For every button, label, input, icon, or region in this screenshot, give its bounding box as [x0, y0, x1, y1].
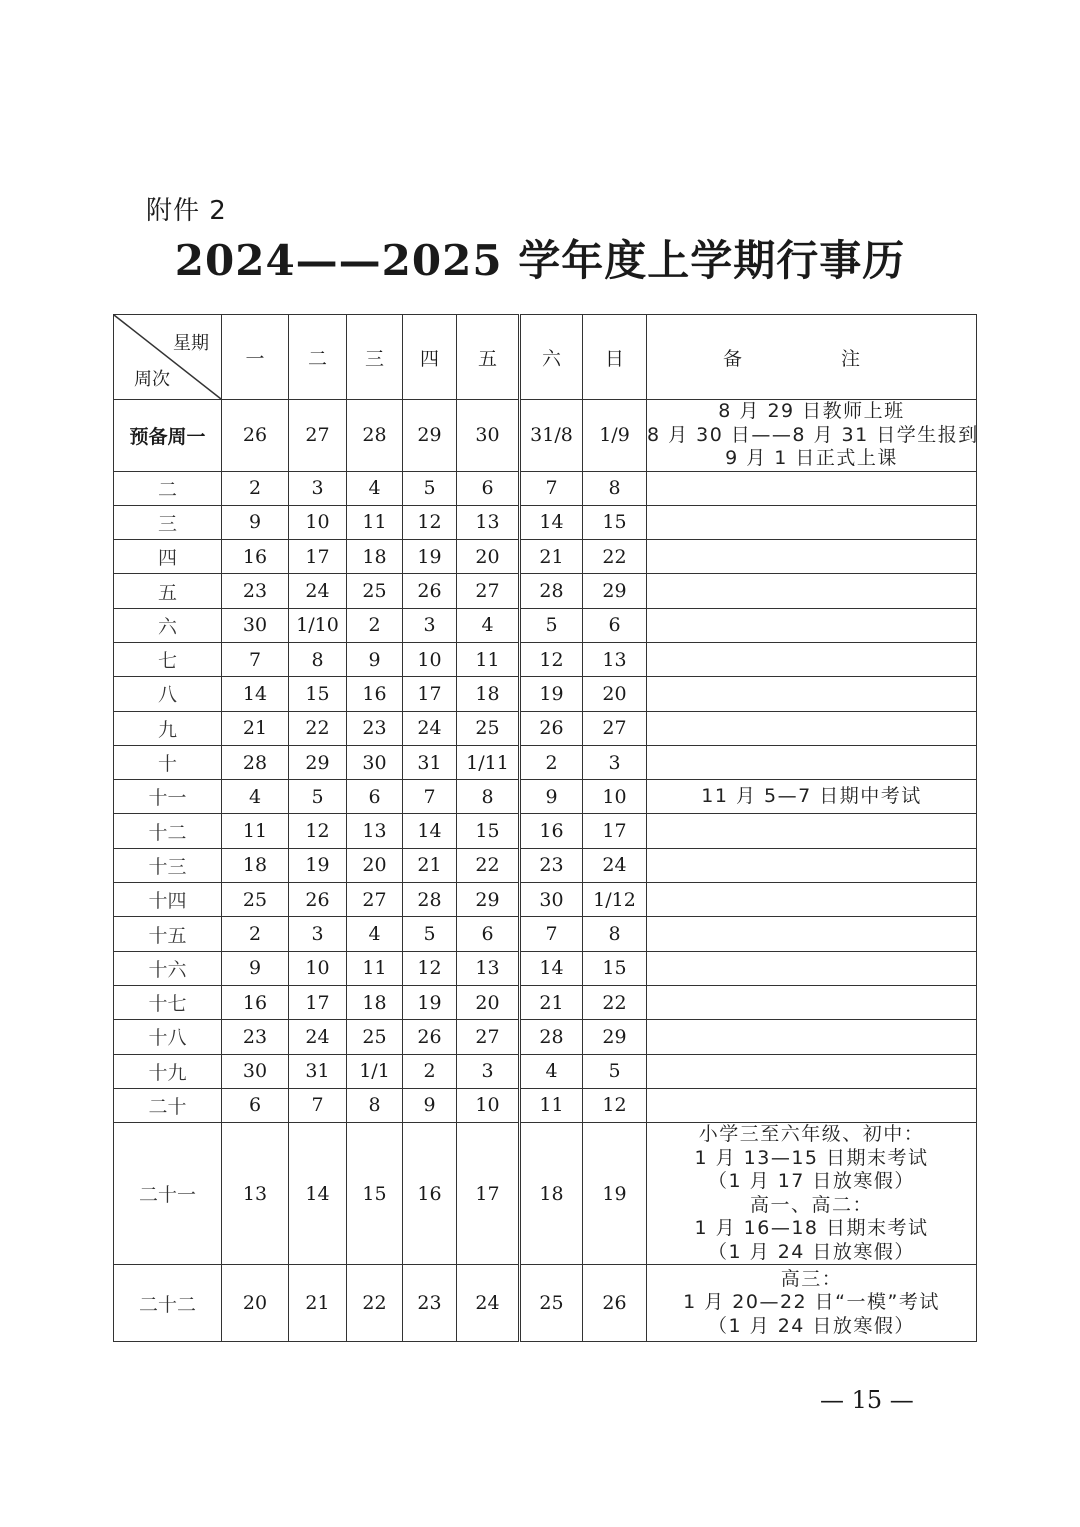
date-cell: 7 — [520, 471, 583, 505]
remarks-header: 备 注 — [647, 315, 977, 400]
date-cell: 15 — [583, 505, 647, 539]
date-cell: 2 — [403, 1054, 457, 1088]
date-cell: 8 — [289, 642, 347, 676]
date-cell: 29 — [583, 574, 647, 608]
date-cell: 24 — [403, 711, 457, 745]
date-cell: 22 — [289, 711, 347, 745]
date-cell: 17 — [583, 814, 647, 848]
date-cell: 22 — [583, 985, 647, 1019]
date-cell: 25 — [347, 574, 403, 608]
date-cell: 7 — [222, 642, 289, 676]
date-cell: 21 — [520, 985, 583, 1019]
table-row — [114, 574, 977, 608]
date-cell: 1/9 — [583, 400, 647, 472]
table-row — [114, 1088, 977, 1122]
week-label: 十六 — [114, 951, 222, 985]
remark-line: （1 月 17 日放寒假） — [708, 1170, 915, 1193]
week-label: 五 — [114, 574, 222, 608]
date-cell: 23 — [347, 711, 403, 745]
date-cell: 25 — [347, 1020, 403, 1054]
table-row — [114, 1020, 977, 1054]
date-cell: 9 — [520, 780, 583, 814]
remarks-cell — [647, 540, 977, 574]
date-cell: 16 — [520, 814, 583, 848]
date-cell: 5 — [289, 780, 347, 814]
date-cell: 5 — [520, 608, 583, 642]
date-cell: 5 — [403, 917, 457, 951]
date-cell: 4 — [520, 1054, 583, 1088]
table-row — [114, 745, 977, 779]
date-cell: 13 — [457, 951, 520, 985]
date-cell: 23 — [222, 574, 289, 608]
date-cell: 27 — [583, 711, 647, 745]
table-row — [114, 1123, 977, 1265]
date-cell: 8 — [583, 471, 647, 505]
date-cell: 6 — [222, 1088, 289, 1122]
week-label: 八 — [114, 677, 222, 711]
table-row — [114, 883, 977, 917]
date-cell: 21 — [222, 711, 289, 745]
date-cell: 1/1 — [347, 1054, 403, 1088]
date-cell: 22 — [583, 540, 647, 574]
remark-line: 高一、高二： — [749, 1193, 873, 1216]
remarks-cell — [647, 471, 977, 505]
date-cell: 20 — [457, 985, 520, 1019]
week-label: 十四 — [114, 883, 222, 917]
week-label: 十八 — [114, 1020, 222, 1054]
week-label: 十 — [114, 745, 222, 779]
date-cell: 29 — [457, 883, 520, 917]
table-row — [114, 1265, 977, 1342]
week-label: 二 — [114, 471, 222, 505]
week-label: 十九 — [114, 1054, 222, 1088]
date-cell: 20 — [457, 540, 520, 574]
date-cell: 20 — [583, 677, 647, 711]
remarks-cell — [647, 745, 977, 779]
date-cell: 26 — [289, 883, 347, 917]
date-cell: 19 — [403, 985, 457, 1019]
date-cell: 26 — [583, 1265, 647, 1342]
date-cell: 31 — [289, 1054, 347, 1088]
date-cell: 9 — [403, 1088, 457, 1122]
date-cell: 11 — [222, 814, 289, 848]
date-cell: 24 — [289, 574, 347, 608]
date-cell: 6 — [583, 608, 647, 642]
table-row — [114, 711, 977, 745]
weekday-header-thu: 四 — [403, 315, 457, 400]
remarks-cell — [647, 574, 977, 608]
date-cell: 11 — [457, 642, 520, 676]
remark-line: 高三： — [780, 1267, 843, 1290]
date-cell: 23 — [520, 848, 583, 882]
date-cell: 28 — [222, 745, 289, 779]
date-cell: 15 — [347, 1123, 403, 1265]
date-cell: 10 — [403, 642, 457, 676]
date-cell: 27 — [347, 883, 403, 917]
week-label: 预备周一 — [114, 400, 222, 472]
date-cell: 30 — [347, 745, 403, 779]
date-cell: 13 — [222, 1123, 289, 1265]
weekday-header-mon: 一 — [222, 315, 289, 400]
date-cell: 17 — [457, 1123, 520, 1265]
date-cell: 10 — [583, 780, 647, 814]
week-corner-label: 周次 — [134, 369, 170, 390]
date-cell: 23 — [222, 1020, 289, 1054]
date-cell: 3 — [457, 1054, 520, 1088]
remark-line: 9 月 1 日正式上课 — [725, 447, 898, 469]
weekday-header-sun: 日 — [583, 315, 647, 400]
date-cell: 30 — [520, 883, 583, 917]
date-cell: 28 — [520, 1020, 583, 1054]
remarks-cell — [647, 608, 977, 642]
date-cell: 24 — [457, 1265, 520, 1342]
date-cell: 20 — [347, 848, 403, 882]
weekday-header-sat: 六 — [520, 315, 583, 400]
weekday-header-fri: 五 — [457, 315, 520, 400]
date-cell: 2 — [520, 745, 583, 779]
week-label: 二十 — [114, 1088, 222, 1122]
date-cell: 2 — [222, 917, 289, 951]
date-cell: 21 — [520, 540, 583, 574]
date-cell: 12 — [289, 814, 347, 848]
date-cell: 4 — [347, 471, 403, 505]
week-label: 九 — [114, 711, 222, 745]
date-cell: 18 — [457, 677, 520, 711]
date-cell: 24 — [289, 1020, 347, 1054]
table-row — [114, 780, 977, 814]
table-row — [114, 608, 977, 642]
date-cell: 17 — [403, 677, 457, 711]
table-row — [114, 505, 977, 539]
date-cell: 25 — [520, 1265, 583, 1342]
remarks-cell — [647, 642, 977, 676]
remarks-cell — [647, 951, 977, 985]
date-cell: 15 — [289, 677, 347, 711]
weekday-header-tue: 二 — [289, 315, 347, 400]
date-cell: 13 — [347, 814, 403, 848]
date-cell: 27 — [457, 1020, 520, 1054]
week-label: 十五 — [114, 917, 222, 951]
remarks-cell — [647, 780, 977, 814]
week-label: 十二 — [114, 814, 222, 848]
date-cell: 2 — [222, 471, 289, 505]
date-cell: 24 — [583, 848, 647, 882]
table-row — [114, 471, 977, 505]
date-cell: 23 — [403, 1265, 457, 1342]
remark-line: 11 月 5—7 日期中考试 — [701, 785, 922, 808]
remarks-cell — [647, 814, 977, 848]
page-number: — 15 — — [820, 1386, 914, 1414]
remarks-cell — [647, 400, 977, 472]
table-row — [114, 400, 977, 472]
remarks-cell — [647, 917, 977, 951]
date-cell: 1/11 — [457, 745, 520, 779]
remarks-cell — [647, 677, 977, 711]
date-cell: 16 — [222, 540, 289, 574]
date-cell: 29 — [289, 745, 347, 779]
date-cell: 4 — [457, 608, 520, 642]
date-cell: 6 — [457, 471, 520, 505]
remarks-cell — [647, 1054, 977, 1088]
date-cell: 3 — [583, 745, 647, 779]
week-label: 十三 — [114, 848, 222, 882]
date-cell: 8 — [347, 1088, 403, 1122]
remark-line: 8 月 29 日教师上班 — [718, 400, 905, 422]
date-cell: 14 — [289, 1123, 347, 1265]
table-row — [114, 642, 977, 676]
date-cell: 3 — [289, 917, 347, 951]
remarks-cell — [647, 1265, 977, 1342]
date-cell: 31/8 — [520, 400, 583, 472]
week-label: 七 — [114, 642, 222, 676]
date-cell: 27 — [457, 574, 520, 608]
date-cell: 19 — [520, 677, 583, 711]
week-label: 十七 — [114, 985, 222, 1019]
date-cell: 12 — [583, 1088, 647, 1122]
table-row — [114, 848, 977, 882]
date-cell: 9 — [347, 642, 403, 676]
date-cell: 13 — [457, 505, 520, 539]
date-cell: 11 — [347, 505, 403, 539]
date-cell: 18 — [222, 848, 289, 882]
remark-line: 1 月 20—22 日“一模”考试 — [683, 1291, 940, 1314]
date-cell: 15 — [457, 814, 520, 848]
date-cell: 4 — [222, 780, 289, 814]
remark-line: 1 月 16—18 日期末考试 — [694, 1217, 929, 1240]
date-cell: 10 — [457, 1088, 520, 1122]
date-cell: 9 — [222, 951, 289, 985]
date-cell: 18 — [347, 540, 403, 574]
date-cell: 30 — [222, 608, 289, 642]
date-cell: 5 — [403, 471, 457, 505]
remarks-cell — [647, 848, 977, 882]
date-cell: 7 — [520, 917, 583, 951]
date-cell: 29 — [583, 1020, 647, 1054]
date-cell: 11 — [520, 1088, 583, 1122]
date-cell: 21 — [403, 848, 457, 882]
remarks-cell — [647, 985, 977, 1019]
date-cell: 6 — [347, 780, 403, 814]
date-cell: 26 — [403, 1020, 457, 1054]
remarks-cell — [647, 711, 977, 745]
table-row — [114, 814, 977, 848]
remarks-cell — [647, 505, 977, 539]
date-cell: 22 — [457, 848, 520, 882]
date-cell: 5 — [583, 1054, 647, 1088]
table-row — [114, 951, 977, 985]
weekday-header-wed: 三 — [347, 315, 403, 400]
date-cell: 17 — [289, 985, 347, 1019]
date-cell: 20 — [222, 1265, 289, 1342]
corner-header — [114, 315, 222, 400]
date-cell: 14 — [520, 505, 583, 539]
date-cell: 4 — [347, 917, 403, 951]
date-cell: 19 — [403, 540, 457, 574]
attachment-label: 附件 2 — [146, 196, 227, 226]
remark-line: （1 月 24 日放寒假） — [708, 1240, 915, 1263]
date-cell: 19 — [583, 1123, 647, 1265]
table-row — [114, 1054, 977, 1088]
date-cell: 1/12 — [583, 883, 647, 917]
table-row — [114, 540, 977, 574]
date-cell: 8 — [457, 780, 520, 814]
date-cell: 16 — [403, 1123, 457, 1265]
date-cell: 3 — [403, 608, 457, 642]
date-cell: 28 — [403, 883, 457, 917]
date-cell: 2 — [347, 608, 403, 642]
date-cell: 28 — [347, 400, 403, 472]
date-cell: 30 — [457, 400, 520, 472]
date-cell: 7 — [289, 1088, 347, 1122]
remarks-cell — [647, 1123, 977, 1265]
week-label: 十一 — [114, 780, 222, 814]
page-title: 2024——2025 学年度上学期行事历 — [174, 236, 906, 285]
date-cell: 18 — [520, 1123, 583, 1265]
date-cell: 14 — [222, 677, 289, 711]
date-cell: 7 — [403, 780, 457, 814]
date-cell: 16 — [222, 985, 289, 1019]
table-row — [114, 985, 977, 1019]
weekday-corner-label: 星期 — [173, 333, 209, 354]
date-cell: 10 — [289, 951, 347, 985]
remarks-cell — [647, 883, 977, 917]
date-cell: 26 — [403, 574, 457, 608]
date-cell: 14 — [403, 814, 457, 848]
date-cell: 15 — [583, 951, 647, 985]
week-label: 三 — [114, 505, 222, 539]
date-cell: 26 — [520, 711, 583, 745]
remark-line: 1 月 13—15 日期末考试 — [694, 1146, 929, 1169]
date-cell: 3 — [289, 471, 347, 505]
date-cell: 10 — [289, 505, 347, 539]
table-row — [114, 677, 977, 711]
date-cell: 29 — [403, 400, 457, 472]
date-cell: 25 — [222, 883, 289, 917]
date-cell: 25 — [457, 711, 520, 745]
date-cell: 1/10 — [289, 608, 347, 642]
date-cell: 18 — [347, 985, 403, 1019]
date-cell: 12 — [403, 951, 457, 985]
date-cell: 19 — [289, 848, 347, 882]
calendar-table — [113, 314, 977, 1342]
week-label: 二十一 — [114, 1123, 222, 1265]
date-cell: 11 — [347, 951, 403, 985]
week-label: 二十二 — [114, 1265, 222, 1342]
date-cell: 30 — [222, 1054, 289, 1088]
date-cell: 27 — [289, 400, 347, 472]
header-row — [114, 315, 977, 400]
date-cell: 8 — [583, 917, 647, 951]
remarks-cell — [647, 1088, 977, 1122]
date-cell: 17 — [289, 540, 347, 574]
date-cell: 14 — [520, 951, 583, 985]
table-row — [114, 917, 977, 951]
date-cell: 28 — [520, 574, 583, 608]
remarks-cell — [647, 1020, 977, 1054]
week-label: 六 — [114, 608, 222, 642]
date-cell: 22 — [347, 1265, 403, 1342]
date-cell: 12 — [520, 642, 583, 676]
remark-line: 8 月 30 日——8 月 31 日学生报到 — [647, 423, 979, 446]
date-cell: 12 — [403, 505, 457, 539]
date-cell: 16 — [347, 677, 403, 711]
date-cell: 31 — [403, 745, 457, 779]
date-cell: 9 — [222, 505, 289, 539]
remark-line: （1 月 24 日放寒假） — [708, 1314, 915, 1337]
date-cell: 13 — [583, 642, 647, 676]
remark-line: 小学三至六年级、初中： — [698, 1123, 925, 1146]
week-label: 四 — [114, 540, 222, 574]
date-cell: 6 — [457, 917, 520, 951]
date-cell: 26 — [222, 400, 289, 472]
date-cell: 21 — [289, 1265, 347, 1342]
